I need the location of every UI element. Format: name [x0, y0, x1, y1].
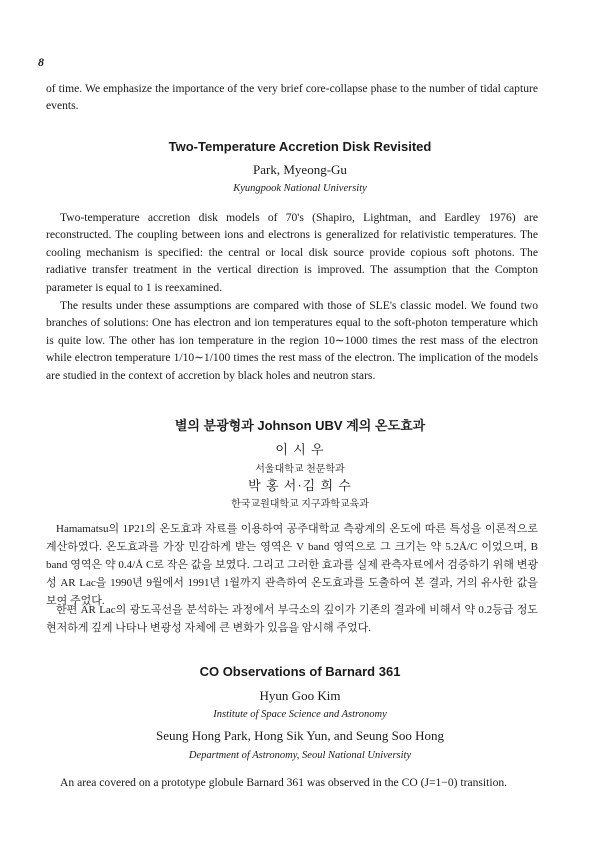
section2-paragraph-2: 한편 AR Lac의 광도곡선을 분석하는 과정에서 부극소의 깊이가 기존의 결과에 비해서 약 0.2등급 정도 현저하게 깊게 나타나 변광성 자체에 큰 변화가 있음을 암시해 주었다. [46, 604, 538, 634]
section1-title: Two-Temperature Accretion Disk Revisited [168, 139, 432, 154]
page-number: 8 [38, 55, 44, 69]
section1-paragraph-1: Two-temperature accretion disk models of 70's (Shapiro, Lightman, and Eardley 1976) are reconstructed. The coupling between ions and electrons is generalized for relativistic temperatures. The cooling mechanism is specified: the central or local disk source provide copious soft photons. The radiative transfer treatment in the vertical direction is improved. The assumption that the Compton parameter is equal to 1 is reexamined. [46, 211, 538, 294]
section1-author: Park, Myeong-Gu [253, 162, 347, 177]
section3-paragraph: An area covered on a prototype globule Barnard 361 was observed in the CO (J=1−0) transition. [60, 776, 508, 789]
section1-affiliation: Kyungpook National University [233, 183, 367, 194]
section3-author-1: Hyun Goo Kim [259, 688, 341, 703]
section2-author-1: 이 시 우 [275, 442, 325, 457]
section3-affiliation-1: Institute of Space Science and Astronomy [213, 709, 387, 720]
section2-affiliation-1: 서울대학교 천문학과 [255, 464, 345, 475]
section3-affiliation-2: Department of Astronomy, Seoul National University [188, 750, 412, 761]
section3-author-2: Seung Hong Park, Hong Sik Yun, and Seung Soo Hong [155, 728, 445, 743]
section3-title: CO Observations of Barnard 361 [199, 664, 401, 679]
section2-title: 별의 분광형과 Johnson UBV 계의 온도효과 [174, 418, 426, 433]
section1-paragraph-2: The results under these assumptions are compared with those of SLE's classic model. We found two branches of solutions: One has electron and ion temperatures equal to the soft-photon temperature which is quite low. The other has ion temperature in the region 10∼1000 times the rest mass of the electron while electron temperature 1/10∼1/100 times the rest mass of the electron. The implication of the models are studied in the context of accretion by black holes and neutron stars. [46, 299, 538, 382]
section2-author-2: 박 홍 서·김 희 수 [248, 478, 352, 493]
section2-affiliation-2: 한국교원대학교 지구과학교육과 [231, 499, 369, 510]
intro-paragraph: of time. We emphasize the importance of the very brief core-collapse phase to the number of tidal capture events. [46, 82, 538, 113]
section2-paragraph-1: Hamamatsu의 1P21의 온도효과 자료를 이용하여 공주대학교 측광계의 온도에 따른 특성을 이론적으로 계산하였다. 온도효과를 가장 민감하게 받는 영역은 V band 영역으로 그 크기는 약 5.2Å/C 이었으며, B band 영역은 약 0.4/Å C로 작은 값을 보였다. 그리고 그러한 효과를 실제 관측자료에서 검증하기 위해 변광성 AR Lac을 1990년 9월에서 1991년 1월까지 관측하여 온도효과를 도출하여 본 결과, 거의 유사한 값을 보여 주었다. [46, 523, 538, 607]
